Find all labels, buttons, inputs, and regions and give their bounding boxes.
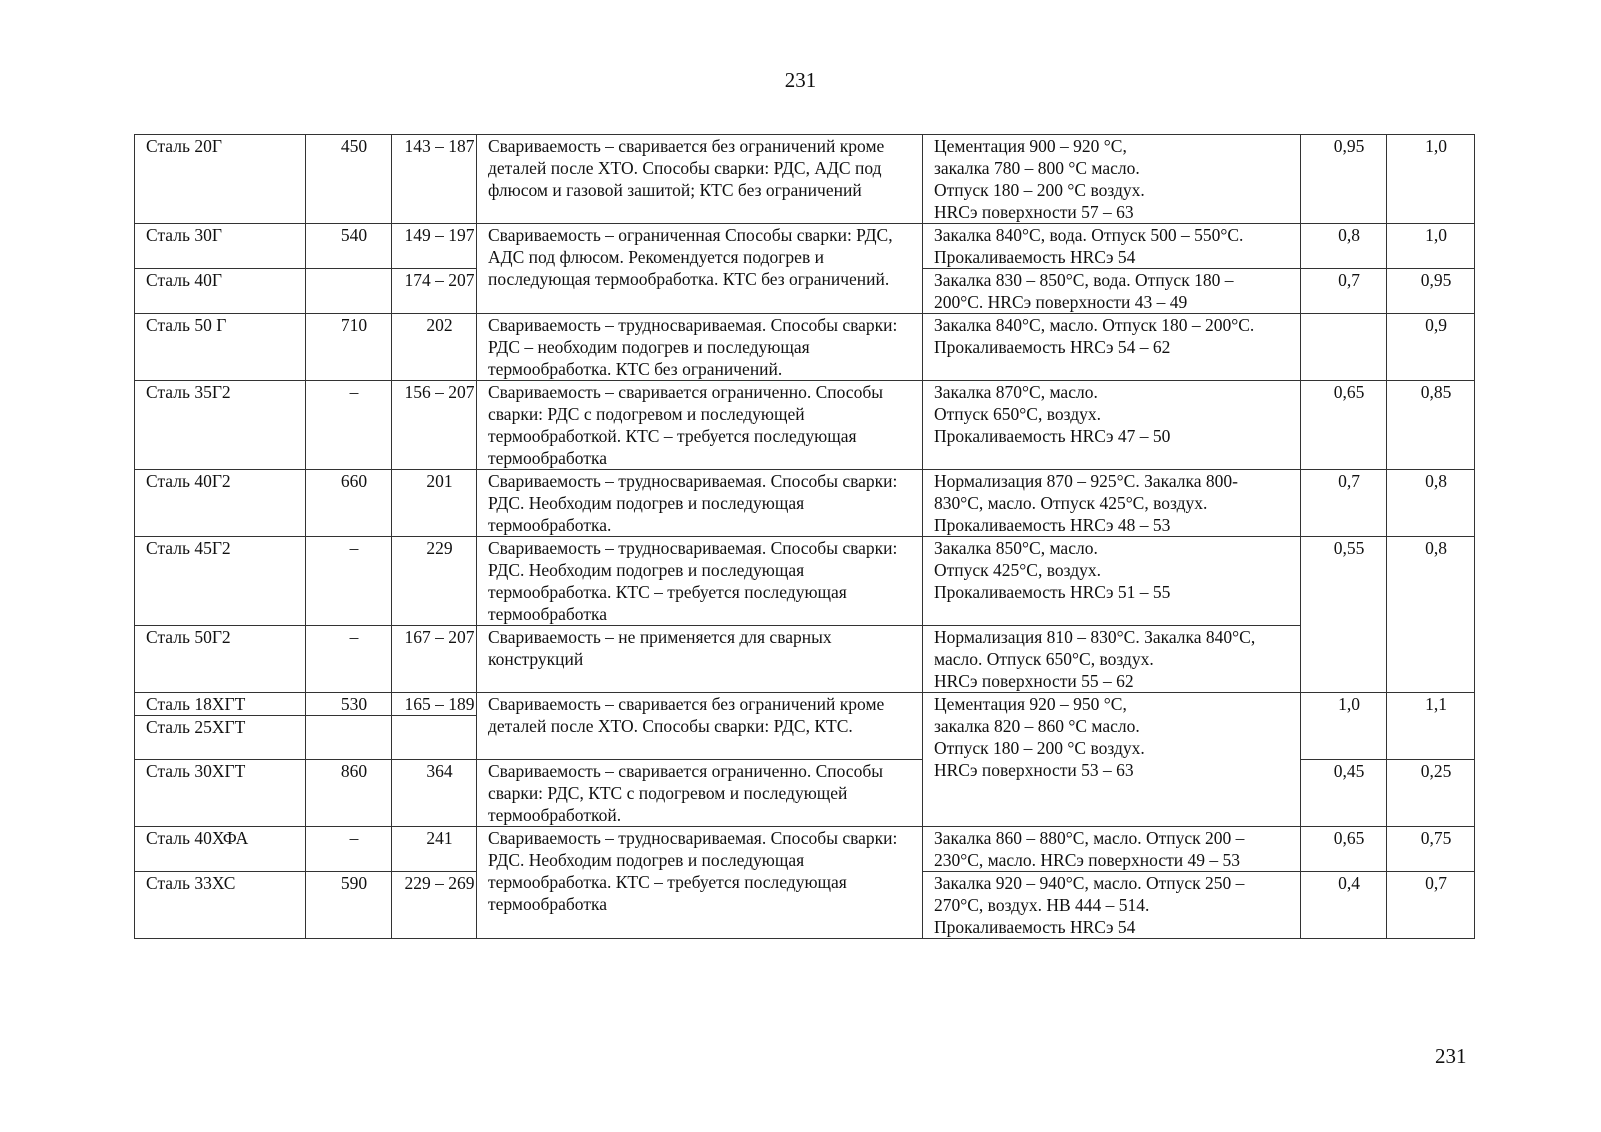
- hardness-value: 241: [392, 827, 477, 872]
- hardness-value: 229: [392, 537, 477, 626]
- heat-line: закалка 820 – 860 °С масло.: [934, 716, 1140, 736]
- strength-value: [306, 716, 392, 760]
- heat-treatment-text: [923, 827, 1301, 872]
- heat-line: 200°С. HRCэ поверхности 43 – 49: [934, 292, 1188, 312]
- hardness-value: 174 – 207: [392, 269, 477, 314]
- heat-line: HRCэ поверхности 57 – 63: [934, 202, 1134, 222]
- steel-grade: Сталь 35Г2: [135, 381, 306, 470]
- page-number-top: 231: [784, 68, 817, 92]
- weldability-text: Свариваемость – трудносвариваемая. Способы сварки: РДС. Необходим подогрев и последующая термообработка.: [477, 470, 923, 537]
- heat-line: Закалка 870°С, масло.: [934, 382, 1098, 402]
- heat-line: Прокаливаемость HRCэ 54: [934, 247, 1136, 267]
- heat-line: Прокаливаемость HRCэ 51 – 55: [934, 582, 1171, 602]
- heat-treatment-text: [923, 470, 1301, 537]
- hardness-value: 149 – 197: [392, 224, 477, 269]
- strength-value: 530: [306, 693, 392, 716]
- hardness-value: 165 – 189: [392, 693, 477, 716]
- coefficient-2: 0,8: [1387, 537, 1475, 693]
- heat-treatment-text: [923, 693, 1301, 827]
- strength-value: –: [306, 827, 392, 872]
- heat-line: Прокаливаемость HRCэ 48 – 53: [934, 515, 1171, 535]
- hardness-value: 143 – 187: [392, 135, 477, 224]
- heat-line: Закалка 830 – 850°С, вода. Отпуск 180 –: [934, 270, 1234, 290]
- hardness-value: 202: [392, 314, 477, 381]
- weldability-text: Свариваемость – трудносвариваемая. Способы сварки: РДС – необходим подогрев и последующая термообработка. КТС без ограничений.: [477, 314, 923, 381]
- coefficient-1: 0,65: [1301, 381, 1387, 470]
- heat-line: Прокаливаемость HRCэ 54: [934, 917, 1136, 937]
- weldability-text: Свариваемость – трудносвариваемая. Способы сварки: РДС. Необходим подогрев и последующая термообработка. КТС – требуется последующая термообработка: [477, 827, 923, 939]
- table-row: [135, 314, 1475, 381]
- strength-value: 860: [306, 760, 392, 827]
- heat-line: Цементация 920 – 950 °С,: [934, 694, 1127, 714]
- page-number-bottom: 231: [1435, 1044, 1467, 1068]
- coefficient-2: 1,0: [1387, 224, 1475, 269]
- hardness-value: 229 – 269: [392, 872, 477, 939]
- steel-grade: Сталь 45Г2: [135, 537, 306, 626]
- strength-value: –: [306, 381, 392, 470]
- steel-grade: Сталь 18ХГТ: [135, 693, 306, 716]
- heat-line: 830°С, масло. Отпуск 425°С, воздух.: [934, 493, 1208, 513]
- heat-line: HRCэ поверхности 53 – 63: [934, 760, 1134, 780]
- coefficient-2: 0,75: [1387, 827, 1475, 872]
- coefficient-1: 0,55: [1301, 537, 1387, 693]
- table-row: [135, 381, 1475, 470]
- heat-line: Закалка 840°С, вода. Отпуск 500 – 550°С.: [934, 225, 1244, 245]
- coefficient-1: 0,4: [1301, 872, 1387, 939]
- weldability-text: Свариваемость – не применяется для сварных конструкций: [477, 626, 923, 693]
- table-row: [135, 135, 1475, 224]
- heat-treatment-text: [923, 224, 1301, 269]
- heat-treatment-text: [923, 269, 1301, 314]
- coefficient-2: 1,0: [1387, 135, 1475, 224]
- steel-grade: Сталь 33ХС: [135, 872, 306, 939]
- coefficient-1: 0,95: [1301, 135, 1387, 224]
- heat-line: Прокаливаемость HRCэ 54 – 62: [934, 337, 1171, 357]
- heat-treatment-text: [923, 537, 1301, 626]
- steel-grade: Сталь 25ХГТ: [135, 716, 306, 760]
- heat-line: Нормализация 810 – 830°С. Закалка 840°С,: [934, 627, 1256, 647]
- heat-line: Закалка 860 – 880°С, масло. Отпуск 200 –: [934, 828, 1245, 848]
- strength-value: 590: [306, 872, 392, 939]
- heat-line: 230°С, масло. HRCэ поверхности 49 – 53: [934, 850, 1241, 870]
- coefficient-2: 0,7: [1387, 872, 1475, 939]
- coefficient-1: 0,45: [1301, 760, 1387, 827]
- strength-value: 660: [306, 470, 392, 537]
- coefficient-2: 0,95: [1387, 269, 1475, 314]
- heat-line: Прокаливаемость HRCэ 47 – 50: [934, 426, 1171, 446]
- weldability-text: Свариваемость – сваривается без ограничений кроме деталей после ХТО. Способы сварки: РДС, АДС под флюсом и газовой зашитой; КТС без ограничений: [477, 135, 923, 224]
- strength-value: 710: [306, 314, 392, 381]
- table-row: [135, 470, 1475, 537]
- steel-grade: Сталь 40ХФА: [135, 827, 306, 872]
- heat-line: Отпуск 180 – 200 °С воздух.: [934, 180, 1145, 200]
- strength-value: 450: [306, 135, 392, 224]
- weldability-text: Свариваемость – сваривается ограниченно. Способы сварки: РДС с подогревом и последующей термообработкой. КТС – требуется последующая термообработка: [477, 381, 923, 470]
- heat-line: Отпуск 425°С, воздух.: [934, 560, 1101, 580]
- strength-value: –: [306, 537, 392, 626]
- coefficient-2: 0,8: [1387, 470, 1475, 537]
- table-row: [135, 827, 1475, 872]
- weldability-text: Свариваемость – трудносвариваемая. Способы сварки: РДС. Необходим подогрев и последующая термообработка. КТС – требуется последующая термообработка: [477, 537, 923, 626]
- coefficient-1: 0,8: [1301, 224, 1387, 269]
- steel-grade: Сталь 30Г: [135, 224, 306, 269]
- coefficient-2: 1,1: [1387, 693, 1475, 760]
- steel-grade: Сталь 50 Г: [135, 314, 306, 381]
- heat-line: HRCэ поверхности 55 – 62: [934, 671, 1134, 691]
- weldability-text: Свариваемость – сваривается ограниченно. Способы сварки: РДС, КТС с подогревом и последующей термообработкой.: [477, 760, 923, 827]
- hardness-value: 156 – 207: [392, 381, 477, 470]
- coefficient-2: 0,25: [1387, 760, 1475, 827]
- heat-line: Нормализация 870 – 925°С. Закалка 800-: [934, 471, 1238, 491]
- heat-line: Закалка 840°С, масло. Отпуск 180 – 200°С.: [934, 315, 1255, 335]
- coefficient-1: 0,65: [1301, 827, 1387, 872]
- heat-line: Отпуск 180 – 200 °С воздух.: [934, 738, 1145, 758]
- steel-grade: Сталь 30ХГТ: [135, 760, 306, 827]
- heat-treatment-text: [923, 872, 1301, 939]
- coefficient-2: 0,85: [1387, 381, 1475, 470]
- heat-line: Закалка 850°С, масло.: [934, 538, 1098, 558]
- coefficient-2: 0,9: [1387, 314, 1475, 381]
- heat-line: Цементация 900 – 920 °С,: [934, 136, 1127, 156]
- strength-value: –: [306, 626, 392, 693]
- steel-grade: Сталь 40Г2: [135, 470, 306, 537]
- coefficient-1: 0,7: [1301, 269, 1387, 314]
- weldability-text: Свариваемость – сваривается без ограничений кроме деталей после ХТО. Способы сварки: РДС, КТС.: [477, 693, 923, 760]
- table-row: [135, 693, 1475, 716]
- heat-treatment-text: [923, 381, 1301, 470]
- strength-value: [306, 269, 392, 314]
- heat-treatment-text: [923, 314, 1301, 381]
- heat-line: Закалка 920 – 940°С, масло. Отпуск 250 –: [934, 873, 1245, 893]
- steel-properties-table: [134, 134, 1475, 939]
- steel-grade: Сталь 50Г2: [135, 626, 306, 693]
- hardness-value: 364: [392, 760, 477, 827]
- heat-treatment-text: [923, 626, 1301, 693]
- heat-line: Отпуск 650°С, воздух.: [934, 404, 1101, 424]
- coefficient-1: 0,7: [1301, 470, 1387, 537]
- hardness-value: 167 – 207: [392, 626, 477, 693]
- steel-grade: Сталь 40Г: [135, 269, 306, 314]
- heat-line: закалка 780 – 800 °С масло.: [934, 158, 1140, 178]
- hardness-value: [392, 716, 477, 760]
- heat-line: 270°С, воздух. HB 444 – 514.: [934, 895, 1150, 915]
- steel-grade: Сталь 20Г: [135, 135, 306, 224]
- hardness-value: 201: [392, 470, 477, 537]
- coefficient-1: [1301, 314, 1387, 381]
- heat-treatment-text: [923, 135, 1301, 224]
- table-row: [135, 224, 1475, 269]
- table-row: [135, 537, 1475, 626]
- coefficient-1: 1,0: [1301, 693, 1387, 760]
- heat-line: масло. Отпуск 650°С, воздух.: [934, 649, 1154, 669]
- strength-value: 540: [306, 224, 392, 269]
- weldability-text: Свариваемость – ограниченная Способы сварки: РДС, АДС под флюсом. Рекомендуется подогрев и последующая термообработка. КТС без ограничений.: [477, 224, 923, 314]
- table-row: [135, 626, 1475, 693]
